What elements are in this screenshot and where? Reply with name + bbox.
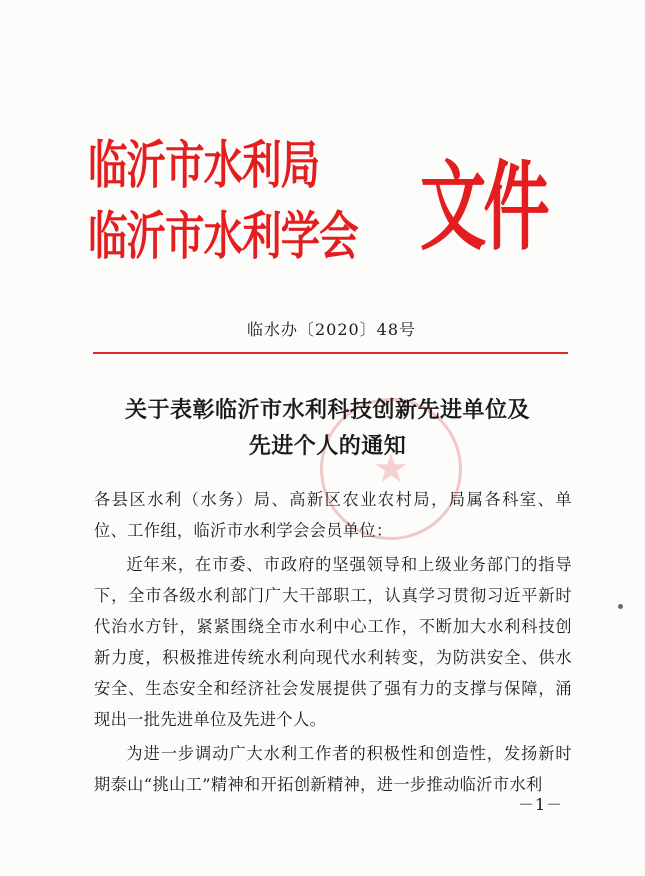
title-line-1: 关于表彰临沂市水利科技创新先进单位及 <box>124 397 530 423</box>
body-paragraph: 近年来，在市委、市政府的坚强领导和上级业务部门的指导下，全市各级水利部门广大干部职工，认真学习贯彻习近平新时代治水方针，紧紧围绕全市水利中心工作，不断加大水利科技创新力度，积极推进传统水利向现代水利转变，为防洪安全、供水安全、生态安全和经济社会发展提供了强有力的支撑与保障，涌现出一批先进单位及先进个人。 <box>94 555 572 729</box>
issuer-line-water-bureau: 临沂市水利局 <box>88 135 320 196</box>
document-type-label: 文件 <box>420 151 547 264</box>
addressee-paragraph: 各县区水利（水务）局、高新区农业农村局，局属各科室、单位、工作组，临沂市水利学会会员单位： <box>94 490 572 540</box>
red-divider-line <box>93 352 568 354</box>
issuing-authorities <box>88 130 358 273</box>
body-paragraph: 为进一步调动广大水利工作者的积极性和创造性，发扬新时期泰山“挑山工”精神和开拓创新精神，进一步推动临沂市水利 <box>94 744 572 794</box>
document-number: 临水办〔2020〕48号 <box>246 320 417 339</box>
scan-dot-mark <box>618 604 623 609</box>
page-number: －1－ <box>518 795 564 814</box>
document-title <box>0 392 645 464</box>
issuer-line-water-society: 临沂市水利学会 <box>88 206 358 268</box>
seal-star-icon: ★ <box>373 446 409 492</box>
document-body <box>94 484 572 800</box>
title-line-2: 先进个人的通知 <box>248 433 407 459</box>
